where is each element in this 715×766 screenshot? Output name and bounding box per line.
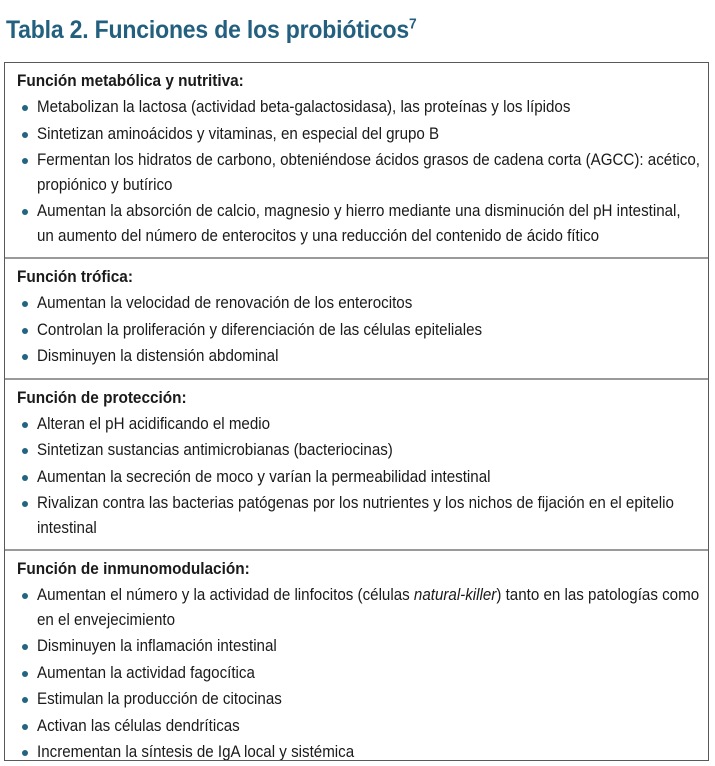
bullet-dot-icon [22,328,28,334]
list-item-text [37,740,700,761]
list-item-text: Disminuyen la distensión abdominal [37,347,279,365]
bullet-dot-icon [22,644,28,650]
table-section [5,549,708,761]
page-title-text: Tabla 2. Funciones de los probióticos [6,16,410,44]
list-item-text: Fermentan los hidratos de carbono, obteniéndose ácidos grasos de cadena corta (AGCC): acético, propiónico y butírico [37,151,700,194]
bullet-dot-icon [22,209,28,215]
plain-text: Aumentan el número y la actividad de linfocitos (células [37,586,414,604]
list-item-text: Sintetizan aminoácidos y vitaminas, en especial del grupo B [37,124,440,143]
list-item-text [37,687,700,712]
bullet-dot-icon [22,105,28,111]
table-section [5,378,708,550]
bullet-dot-icon [22,132,28,138]
list-item-text [37,583,700,632]
list-item [13,438,700,463]
bullet-dot-icon [22,724,28,730]
list-item-text: Aumentan la velocidad de renovación de los enterocitos [37,294,413,312]
list-item [13,634,700,659]
bullet-dot-icon [22,448,28,454]
table-section [5,257,708,378]
page-title [6,15,417,45]
list-item-text [37,634,700,659]
bullet-dot-icon [22,750,28,756]
list-item [13,465,700,490]
list-item [13,318,700,343]
bullet-dot-icon [22,501,28,507]
emphasis-text: natural-killer [413,586,497,604]
list-item-text: Alteran el pH acidificando el medio [37,414,271,433]
bullet-dot-icon [22,301,28,307]
list-item [13,687,700,712]
list-item [13,583,700,632]
plain-text: Estimulan la producción de citocinas [37,690,282,708]
section-heading: Función de protección: [17,388,187,407]
plain-text: Activan las células dendríticas [37,716,240,735]
list-item-text: Sintetizan sustancias antimicrobianas (bacteriocinas) [37,441,393,459]
plain-text: Incrementan la síntesis de IgA local y sistémica [37,743,355,761]
list-item-text: Controlan la proliferación y diferenciación de las células epiteliales [37,320,483,339]
list-item [13,95,700,120]
bullet-list [13,583,700,761]
list-item-text: Aumentan la secreción de moco y varían la permeabilidad intestinal [37,467,491,486]
list-item [13,291,700,316]
list-item [13,491,700,540]
plain-text: Aumentan la actividad fagocítica [37,663,255,682]
list-item-text: Metabolizan la lactosa (actividad beta-galactosidasa), las proteínas y los lípidos [37,98,571,116]
list-item [13,122,700,147]
bullet-dot-icon [22,475,28,481]
bullet-dot-icon [22,671,28,677]
list-item [13,740,700,761]
bullet-list [13,412,700,541]
list-item [13,148,700,197]
functions-table [4,62,709,761]
bullet-list [13,95,700,248]
bullet-dot-icon [22,158,28,164]
list-item [13,344,700,369]
bullet-dot-icon [22,354,28,360]
bullet-dot-icon [22,593,28,599]
section-heading: Función metabólica y nutritiva: [17,72,244,90]
plain-text: ) tanto en las patologías como en el envejecimiento [37,586,700,629]
section-heading: Función trófica: [17,268,133,286]
section-heading: Función de inmunomodulación: [17,560,250,578]
list-item-text: Rivalizan contra las bacterias patógenas por los nutrientes y los nichos de fijación en el epitelio intestinal [37,494,674,537]
list-item [13,412,700,437]
list-item-text: Aumentan la absorción de calcio, magnesio y hierro mediante una disminución del pH intestinal, un aumento del número de enterocitos y una reducción del contenido de ácido fítico [37,202,681,245]
bullet-dot-icon [22,422,28,428]
page-title-superscript: 7 [409,15,417,33]
bullet-list [13,291,700,369]
list-item [13,199,700,248]
list-item-text [37,714,700,739]
list-item [13,661,700,686]
plain-text: Disminuyen la inflamación intestinal [37,637,277,655]
list-item-text [37,661,700,686]
bullet-dot-icon [22,697,28,703]
list-item [13,714,700,739]
table-section [5,63,708,257]
